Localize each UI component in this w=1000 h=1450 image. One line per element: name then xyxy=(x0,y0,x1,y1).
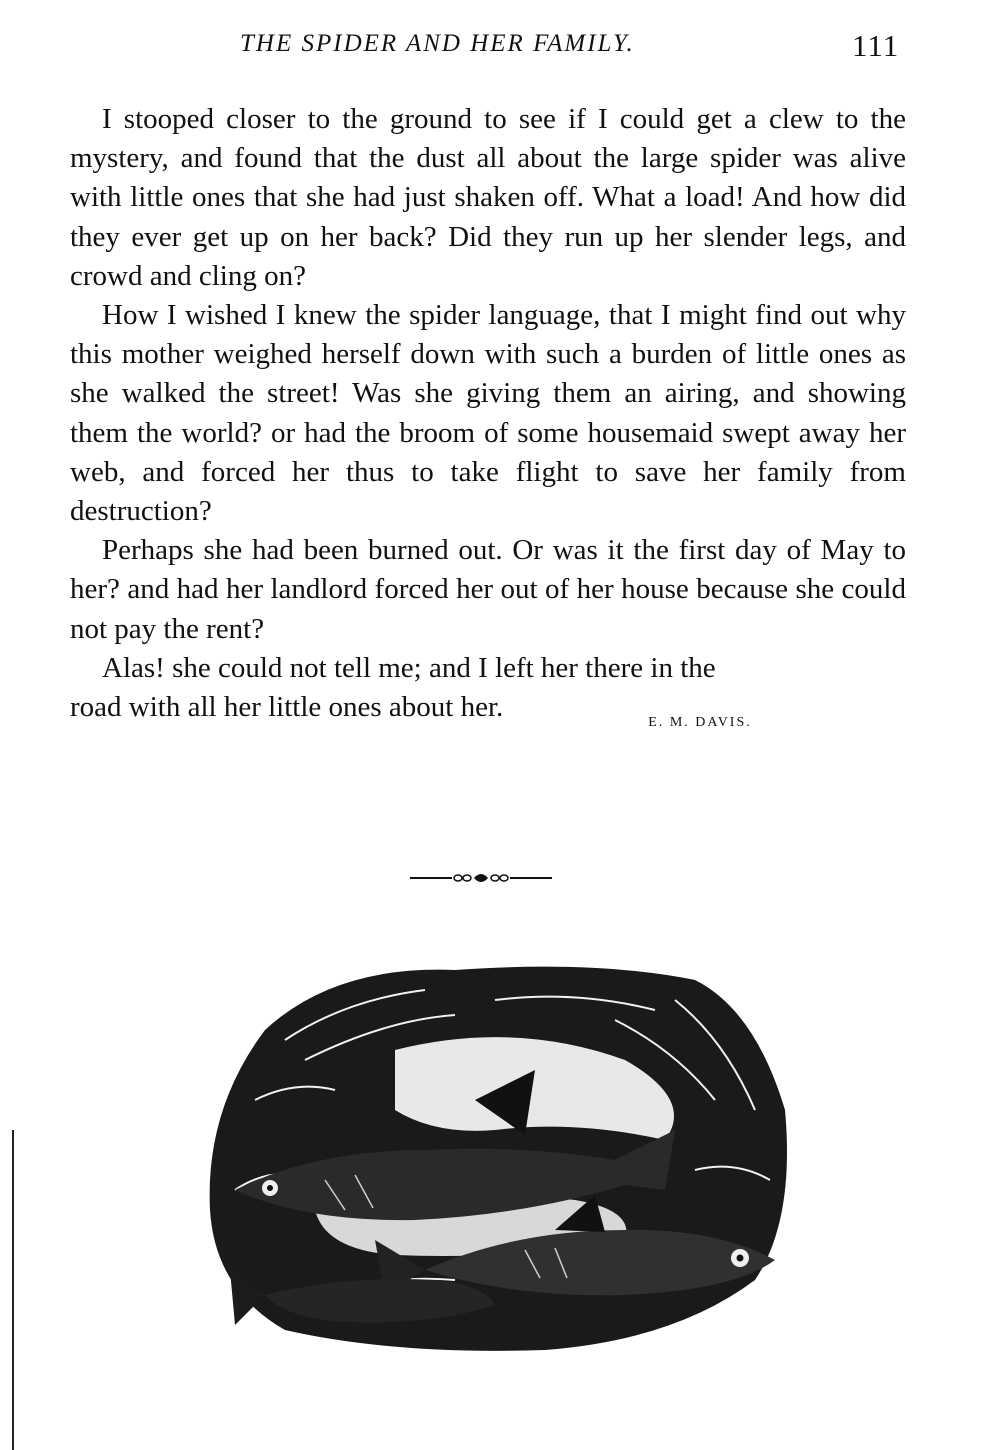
body-text xyxy=(70,100,906,732)
page-number: 111 xyxy=(852,28,900,63)
author-signature: E. M. DAVIS. xyxy=(648,715,752,731)
paragraph xyxy=(70,649,906,688)
paragraph: I stooped closer to the ground to see if I could get a clew to the mystery, and found that the dust all about the large spider was alive with little ones that she had just shaken off. What a load! And how did they ever get up on her back? Did they run up her slender legs, and crowd and cling on? xyxy=(70,103,906,292)
paragraph: Perhaps she had been burned out. Or was it the first day of May to her? and had her landlord forced her out of her house because she could not pay the rent? xyxy=(70,534,906,645)
page-header xyxy=(0,30,1000,70)
fish-among-reeds-engraving-icon xyxy=(195,960,795,1360)
running-title: THE SPIDER AND HER FAMILY. xyxy=(240,30,635,57)
paragraph-first-line: Alas! she could not tell me; and I left her there in the xyxy=(102,651,716,684)
ornamental-divider-icon xyxy=(410,868,552,888)
paragraph: How I wished I knew the spider language, that I might find out why this mother weighed herself down with such a burden of little ones as she walked the street! Was she giving them an airing, and showing them the world? or had the broom of some housemaid swept away her web, and forced her thus to take flight to save her family from destruction? xyxy=(70,299,906,528)
paragraph-closing-text: road with all her little ones about her. xyxy=(70,691,504,724)
scan-margin-line xyxy=(12,1130,14,1450)
paragraph-last-line xyxy=(70,688,906,732)
